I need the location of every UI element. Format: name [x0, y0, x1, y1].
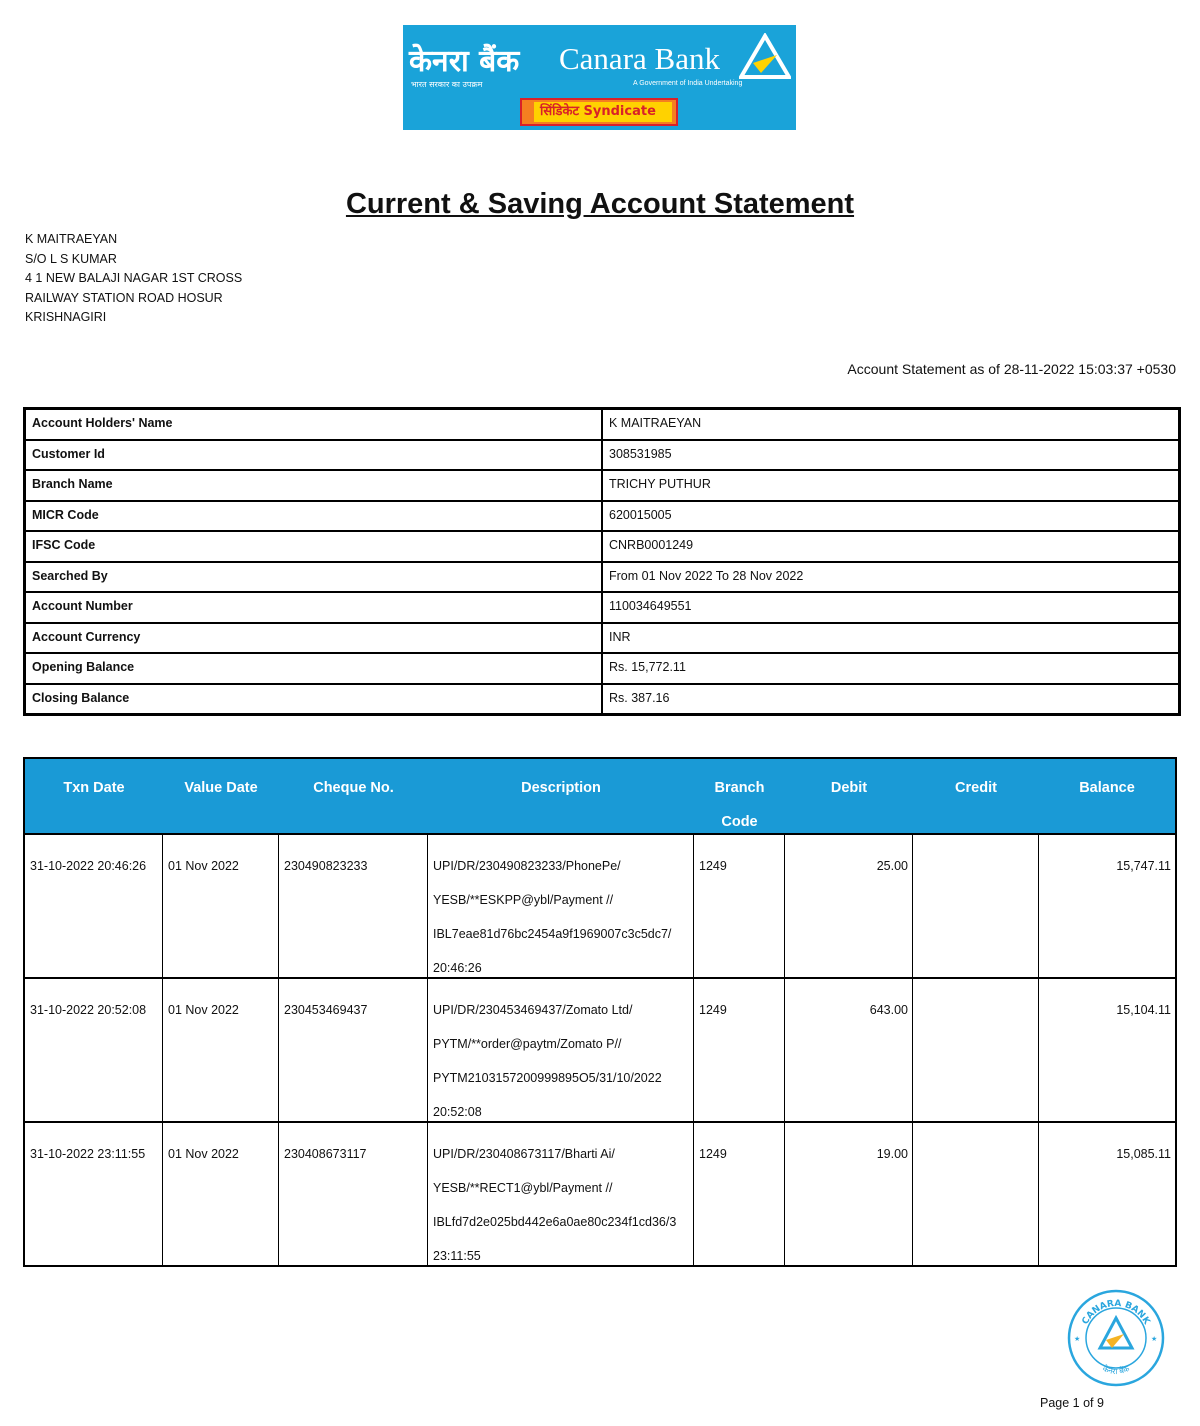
info-value: 110034649551 [602, 592, 1179, 623]
info-value: CNRB0001249 [602, 531, 1179, 562]
table-row [25, 1121, 1175, 1265]
info-row [25, 562, 1179, 593]
info-row [25, 470, 1179, 501]
info-label: MICR Code [25, 501, 602, 532]
page-number: Page 1 of 9 [1040, 1396, 1104, 1410]
description-line: IBLfd7d2e025bd442e6a0ae80c234f1cd36/3 [433, 1215, 677, 1229]
bank-seal-icon [1066, 1288, 1166, 1388]
col-header-balance: Balance [1079, 780, 1135, 796]
col-header-cheque-no: Cheque No. [313, 780, 394, 796]
txn-date: 31-10-2022 20:52:08 [25, 979, 163, 1121]
table-row [25, 833, 1175, 977]
info-label: Account Holders' Name [25, 409, 602, 440]
branch-code: 1249 [694, 835, 785, 977]
cheque-no: 230490823233 [279, 835, 428, 977]
info-row [25, 684, 1179, 715]
svg-text:★: ★ [1151, 1336, 1158, 1343]
description-line: 23:11:55 [433, 1249, 481, 1263]
info-value: Rs. 15,772.11 [602, 653, 1179, 684]
info-row [25, 653, 1179, 684]
description-line: IBL7eae81d76bc2454a9f1969007c3c5dc7/ [433, 927, 672, 941]
seal-bottom-text: केनरा बैंक [1101, 1364, 1131, 1377]
branch-code-line-2: Code [721, 814, 758, 830]
value-date: 01 Nov 2022 [163, 835, 279, 977]
info-label: Account Number [25, 592, 602, 623]
info-row [25, 501, 1179, 532]
branch-code: 1249 [694, 979, 785, 1121]
page-title: Current & Saving Account Statement [345, 188, 855, 220]
address-line: RAILWAY STATION ROAD HOSUR [25, 290, 223, 305]
cheque-no: 230408673117 [279, 1123, 428, 1265]
info-label: IFSC Code [25, 531, 602, 562]
info-row [25, 409, 1179, 440]
col-header-value-date: Value Date [184, 780, 258, 796]
transactions-table [23, 757, 1177, 1267]
description-line: 20:46:26 [433, 961, 482, 975]
credit [913, 979, 1039, 1121]
txn-date: 31-10-2022 23:11:55 [25, 1123, 163, 1265]
info-value: INR [602, 623, 1179, 654]
credit [913, 835, 1039, 977]
canara-triangle-icon [739, 33, 791, 83]
info-value: 308531985 [602, 440, 1179, 471]
address-line: 4 1 NEW BALAJI NAGAR 1ST CROSS [25, 271, 243, 285]
description-line: UPI/DR/230490823233/PhonePe/ [433, 859, 621, 873]
info-label: Customer Id [25, 440, 602, 471]
description-line: UPI/DR/230408673117/Bharti Ai/ [433, 1147, 615, 1161]
info-row [25, 440, 1179, 471]
logo-hindi-tagline: भारत सरकार का उपक्रम [411, 80, 483, 89]
debit: 19.00 [785, 1123, 913, 1265]
address-line: KRISHNAGIRI [25, 310, 107, 324]
table-row [25, 977, 1175, 1121]
info-label: Opening Balance [25, 653, 602, 684]
description-line: 20:52:08 [433, 1105, 482, 1119]
col-header-credit: Credit [955, 780, 997, 796]
logo-gov-tagline: A Government of India Undertaking [633, 80, 743, 87]
description [428, 979, 694, 1121]
logo-hindi-name: केनरा बैंक [409, 44, 520, 79]
info-row [25, 531, 1179, 562]
logo-english-name: Canara Bank [559, 41, 720, 76]
description-line: YESB/**ESKPP@ybl/Payment // [433, 893, 614, 907]
info-label: Account Currency [25, 623, 602, 654]
branch-code: 1249 [694, 1123, 785, 1265]
info-value: Rs. 387.16 [602, 684, 1179, 715]
svg-text:CANARA BANK [1081, 1299, 1152, 1327]
bank-logo [403, 25, 796, 130]
address-line: K MAITRAEYAN [25, 232, 118, 246]
col-header-debit: Debit [830, 780, 868, 796]
info-row [25, 592, 1179, 623]
credit [913, 1123, 1039, 1265]
cheque-no: 230453469437 [279, 979, 428, 1121]
info-value: 620015005 [602, 501, 1179, 532]
description [428, 835, 694, 977]
branch-code-line-1: Branch [714, 780, 765, 796]
txn-date: 31-10-2022 20:46:26 [25, 835, 163, 977]
info-row [25, 623, 1179, 654]
address-line: S/O L S KUMAR [25, 251, 117, 266]
col-header-txn-date: Txn Date [63, 780, 125, 796]
balance: 15,104.11 [1116, 1003, 1171, 1017]
description-line: UPI/DR/230453469437/Zomato Ltd/ [433, 1003, 633, 1017]
description [428, 1123, 694, 1265]
statement-timestamp: Account Statement as of 28-11-2022 15:03:37 +0530 [847, 361, 1176, 377]
info-value: K MAITRAEYAN [602, 409, 1179, 440]
info-value: TRICHY PUTHUR [602, 470, 1179, 501]
value-date: 01 Nov 2022 [163, 1123, 279, 1265]
info-label: Searched By [25, 562, 602, 593]
col-header-branch-code [694, 759, 785, 833]
info-label: Branch Name [25, 470, 602, 501]
debit: 25.00 [785, 835, 913, 977]
col-header-description: Description [521, 780, 601, 796]
account-info-table [23, 407, 1181, 716]
svg-text:केनरा बैंक [1101, 1363, 1131, 1376]
balance: 15,747.11 [1116, 859, 1171, 873]
customer-address [25, 230, 242, 328]
transactions-header [25, 759, 1175, 833]
info-label: Closing Balance [25, 684, 602, 715]
debit: 643.00 [785, 979, 913, 1121]
description-line: YESB/**RECT1@ybl/Payment // [433, 1181, 613, 1195]
syndicate-label: सिंडिकेट Syndicate [534, 102, 672, 122]
syndicate-badge [520, 98, 678, 126]
info-value: From 01 Nov 2022 To 28 Nov 2022 [602, 562, 1179, 593]
description-line: PYTM2103157200999895O5/31/10/2022 [433, 1071, 662, 1085]
seal-top-text: CANARA BANK [1080, 1298, 1152, 1327]
svg-text:★: ★ [1074, 1336, 1081, 1343]
balance: 15,085.11 [1116, 1147, 1171, 1161]
value-date: 01 Nov 2022 [163, 979, 279, 1121]
description-line: PYTM/**order@paytm/Zomato P// [433, 1037, 622, 1051]
